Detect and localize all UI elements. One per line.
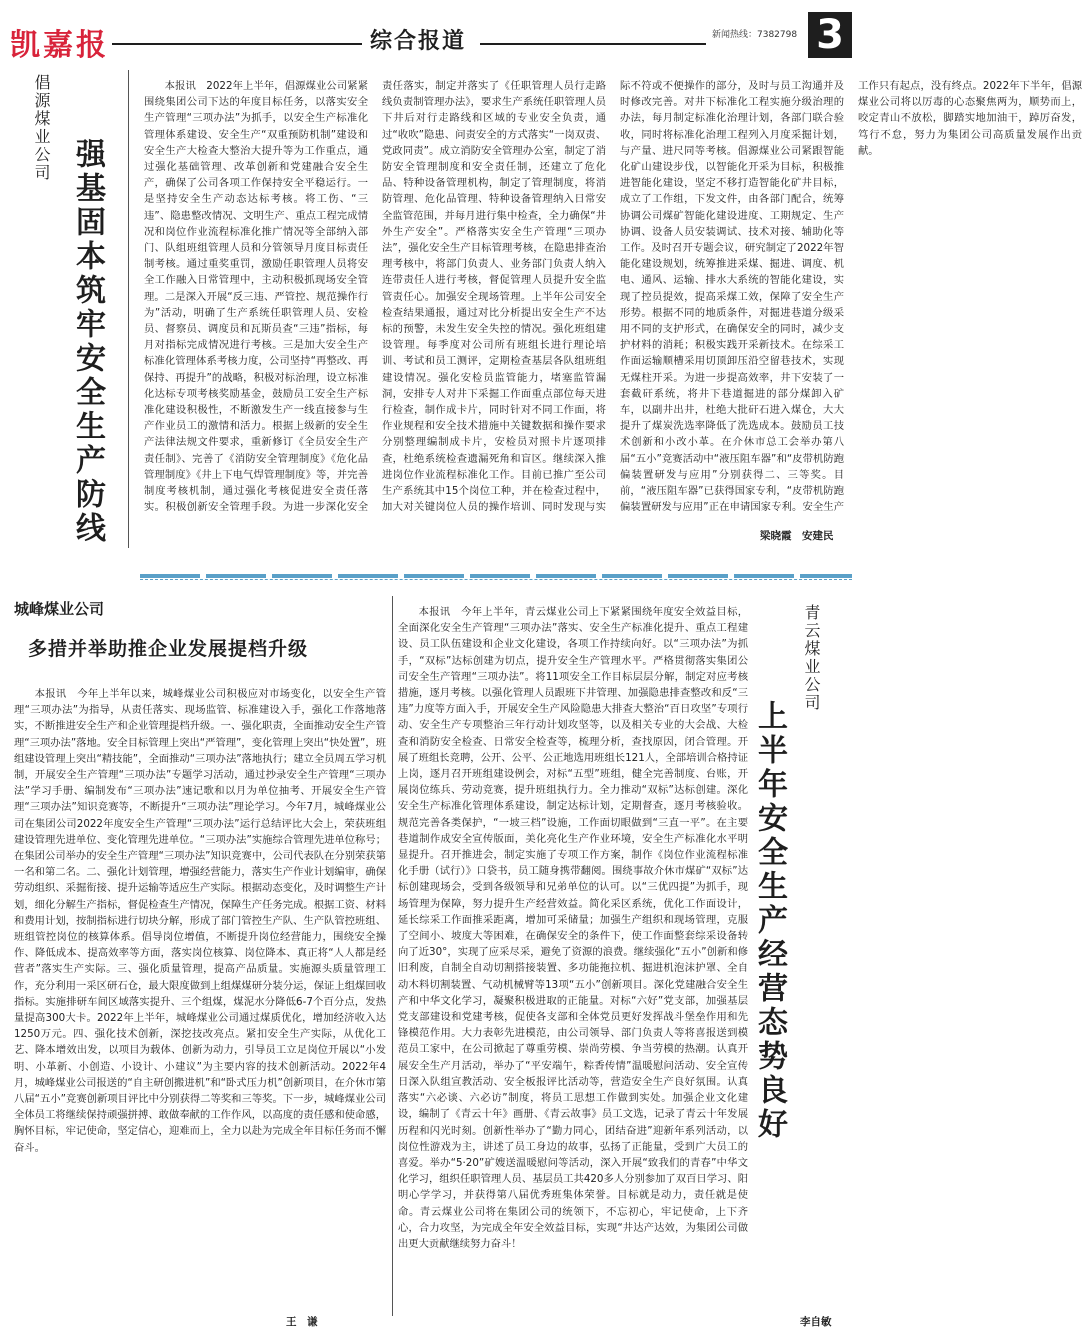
masthead-rule-right xyxy=(480,43,706,45)
section-title: 综合报道 xyxy=(370,29,467,54)
article1-paragraph: 本报讯 2022年上半年，倡源煤业公司紧紧围绕集团公司下达的年度目标任务，以落实安全生产管理“三项办法”为抓手，以安全生产标准化管理体系建设、安全生产“双重预防机制”建设和安全生产大检查大整治大提升等为工作重点，通过强化基础管理、改革创新和党建融合安全生产，确保了公司各项工作保持安全平稳运行。一是坚持安全生产动态达标考核。将工伤、“三违”、隐患整改情况、文明生产、重点工程完成情况和岗位作业流程标准化推广情况等全部纳入部门、队组班组管理人员和分管领导月度目标责任制考核。通过重奖重罚，激励任职管理人员将安全工作融入日常管理中，主动积极抓现场安全管理。二是深入开展“反三违、严管控、规范操作行为”活动，明确了生产系统任职管理人员、安检员、督察员、调度员和瓦斯员查“三违”指标，每月对指标完成情况进行考核。三是加大安全生产标准化管理体系考核力度，公司坚持“再整改、再保持、再提升”的战略，积极对标治理，设立标准化达标专项考核奖励基金，鼓励员工安全生产标准化建设积极性，不断激发生产一线直接参与生产作业员工的激情和活力。根据上级新的安全生产法律法规文件要求，重新修订《全员安全生产责任制》、完善了《消防安全管理制度》《危化品管理制度》《井上下电气焊管理制度》等，并完善制度考核机制，通过强化考核促进安全责任落实。积极创新安全管理手段。为进一步深化安全责任落实，制定并落实了《任职管理人员行走路线负责制管理办法》，要求生产系统任职管理人员下井后对行走路线和区域的专业安全负责，通过“收吹”隐患、问责安全的方式落实“一岗双责、党政同责”。成立消防安全管理办公室，制定了消防安全管理制度和安全责任制，还建立了危化品、特种设备管理机构，制定了管理制度，将消防管理、危化品管理、特种设备管理纳入日常安全监管范围，并每月进行集中检查，全力确保“井外生产安全”。严格落实安全生产管理“三项办法”，强化安全生产目标管理考核，在隐患排查治理考核中，将部门负责人、业务部门负责人纳入连带责任人进行考核，督促管理人员提升安全监管责任心。加强安全现场管理。上半年公司安全检查结果通报，通过对比分析提出安全生产不达标的预警，未发生安全失控的情况。强化班组建设管理。每季度对公司所有班组长进行理论培训、考试和员工测评，定期检查基层各队组班组建设情况。强化安检员监管能力，堵塞监管漏洞，安排专人对井下采掘工作面重点部位每天进行检查，制作成卡片，同时针对不同工作面，将作业规程和安全技术措施中关键数据和操作要求分别整理编制成卡片，安检员对照卡片逐项排查，杜绝系统检查遗漏死角和盲区。继续深入推进岗位作业流程标准化工作。目前已推广至公司生产系统其中15个岗位工种，并在检查过程中，加大对关键岗位人员的操作培训、同时发现与实际不符或不便操作的部分，及时与员工沟通并及时修改完善。对井下标准化工程实施分级治理的办法，每月制定标准化治理计划，各部门联合验收，同时将标准化治理工程列入月度采掘计划，与产量、进尺同等考核。倡源煤业公司紧跟智能化矿山建设步伐，以智能化开采为目标，积极推进智能化建设，坚定不移打造智能化矿井目标，成立了工作组，下发文件，由各部门配合，统筹协调公司煤矿智能化建设进度、工期规定、生产协调、设备人员安装调试、技术对接、辅助化等工作。及时召开专题会议，研究制定了2022年智能化建设规划，统筹推进采煤、掘进、调度、机电、通风、运输、排水大系统的智能化建设，实现了控员提效，提高采煤工效，保障了安全生产形势。根据不同的地质条件，对掘进巷道分级采用不同的支护形式，在确保安全的同时，减少支护材料的消耗；积极实践开采新技术。在综采工作面运输顺槽采用切顶卸压沿空留巷技术，实现无煤柱开采。为进一步提高效率，井下安装了一套截矸系统，将井下巷道掘进的部分煤卸入矿车，以副井出井，杜绝大批矸石进入煤仓，大大提升了煤炭洗选率降低了洗选成本。鼓励员工技术创新和小改小革。在介休市总工会举办第八届“五小”竞赛活动中“液压阻车器”和“皮带机防跑偏装置研发与应用”分别获得二、三等奖。目前，“液压阻车器”已获得国家专利，“皮带机防跑偏装置研发与应用”正在申请国家专利。安全生产工作只有起点，没有终点。2022年下半年，倡源煤业公司将以厉毒的心态聚焦两为，顺势而上，咬定青山不放松，脚踏实地加油干，踔厉奋发，笃行不怠，努力为集团公司高质量发展作出贡献。 xyxy=(144,80,1082,514)
masthead xyxy=(0,0,860,62)
article3-byline: 李自敏 xyxy=(800,1316,832,1328)
article2-byline: 王 谦 xyxy=(286,1316,318,1328)
article1-headline: 强基固本筑牢安全生产防线 xyxy=(70,138,105,546)
article2-company: 城峰煤业公司 xyxy=(14,600,105,618)
section-divider-dashed xyxy=(140,579,852,581)
article2-headline: 多措并举助推企业发展提档升级 xyxy=(28,638,309,660)
article3-company: 青云煤业公司 xyxy=(802,604,821,712)
article3-headline: 上半年安全生产经营态势良好 xyxy=(752,700,787,1142)
article3-body xyxy=(398,604,748,1314)
article-separator xyxy=(392,596,393,1316)
news-hotline: 新闻热线：7382798 xyxy=(712,30,798,40)
article3-paragraph: 本报讯 今年上半年，青云煤业公司上下紧紧围绕年度安全效益目标，全面深化安全生产管理“三项办法”落实、安全生产标准化提升、重点工程建设、员工队伍建设和企业文化建设，各项工作持续向好。以“三项办法”为抓手，“双标”达标创建为切点，提升安全生产管理水平。严格贯彻落实集团公司安全生产管理“三项办法”。将11项安全工作目标层层分解，制定对应考核措施，逐月考核。以强化管理人员跟班下井管理、加强隐患排查整改和反“三违”力度等方面入手，开展安全生产风险隐患大排查大整治“百日攻坚”专项行动、安全生产专项整治三年行动计划攻坚等，以及相关专业的大会战、大检查和消防安全检查、日常安全检查等，梳理分析，查找原因，闭合管理。开展了班组长竞聘，公开、公平、公正地选用班组长121人，全部培训合格持证上岗，逐月召开班组建设例会，对标“五型”班组，健全完善制度、台账，开展岗位练兵、劳动竞赛，提升班组执行力。全力推动“双标”达标创建。深化安全生产标准化管理体系建设，制定达标计划，定期督查，逐月考核验收。规范完善各类保护，“一坡三档”设施，工作面切眼做到“三直一平”。在主要巷道制作成安全宣传版面，美化亮化生产作业环境，安全生产标准化水平明显提升。召开推进会，制定实施了专项工作方案，制作《岗位作业流程标准化手册（试行）》口袋书，员工随身携带翻阅。围绕事故介休市煤矿“双标”达标创建现场会，受到各级领导和兄弟单位的认可。以“三优四提”为抓手，现场管理为保障，努力提升生产经营效益。简化采区系统，优化工作面设计，延长综采工作面推采距离，增加可采储量；加强生产组织和现场管理，克服了空间小、坡度大等困难，在确保安全的条件下，使工作面整套综采设备转向了近30°，实现了应采尽采，避免了资源的浪费。继续强化“五小”创新和修旧利废，自制全自动切割搭接装置、多功能拖拉机、掘进机泡沫护罩、全自动木料切割装置、气动机械臂等13项“五小”创新项目。深化党建融合安全生产和中华文化学习，凝聚积极进取的正能量。对标“六好”党支部，加强基层党支部建设和党建考核，促使各支部和全体党员更好发挥战斗堡垒作用和先锋模范作用。大力表彰先进模范，由公司领导、部门负责人等将喜报送到模范员工家中，在公司掀起了尊重劳模、崇尚劳模、争当劳模的热潮。认真开展安全生产月活动，举办了“平安端午，粽香传情”温暖慰问活动、安全宣传日深入队组宣教活动、安全板报评比活动等，营造安全生产良好氛围。认真落实“六必谈、六必访”制度，将员工思想工作做到实处。加强企业文化建设，编制了《青云十年》画册、《青云故事》员工文选，记录了青云十年发展历程和闪光时刻。创新性举办了“勤力同心，团结奋进”迎新年系列活动，以岗位性游戏为主，讲述了员工身边的故事，弘扬了正能量，受到广大员工的喜爱。举办“5·20”矿嫂送温暖慰问等活动，深入开展“致我们的青春”中华文化学习，组织任职管理人员、基层员工共420多人分别参加了双百日学习、阳明心学学习，并获得第八届优秀班集体荣誉。目标就是动力，责任就是使命。青云煤业公司将在集团公司的统领下，不忘初心，牢记使命，上下齐心，合力攻坚，为完成全年安全效益目标，实现“井达产达效，为集团公司做出更大贡献继续努力奋斗！ xyxy=(398,606,748,1250)
article1-byline: 梁晓霞 安建民 xyxy=(760,530,834,542)
page-number: 3 xyxy=(808,12,852,58)
article1-rule xyxy=(128,70,129,548)
article2-paragraph: 本报讯 今年上半年以来，城峰煤业公司积极应对市场变化，以安全生产管理“三项办法”为指导，从责任落实、现场监管、标准建设入手，强化工作落地落实，不断推进安全生产和企业管理提档升级。一、强化职责，全面推动安全生产管理“三项办法”落地。安全目标管理上突出“严管理”，变化管理上突出“快处置”，班组建设管理上突出“精技能”，全面推动“三项办法”落地执行；建立全员周五学习机制，开展安全生产管理“三项办法”专题学习活动，通过抄录安全生产管理“三项办法”学习手册、编制发布“三项办法”速记歌和以月为单位抽考、开展安全生产管理“三项办法”知识竞赛等，不断提升“三项办法”理论学习。今年7月，城峰煤业公司在集团公司2022年度安全生产管理“三项办法”运行总结评比大会上，荣获班组建设管理先进单位、变化管理先进单位。“三项办法”实施综合管理先进单位称号；在集团公司举办的安全生产管理“三项办法”知识竞赛中，公司代表队在分别荣获第一名和第二名。二、强化计划管理，增强经营能力，落实生产作业计划编审，确保劳动组织、采掘衔接、提升运输等适应生产实际。根据动态变化，及时调整生产计划，细化分解生产指标，督促检查生产情况，保障生产任务完成。根据工资、材料和费用计划，按制指标进行切块分解，形成了部门管控生产队、生产队管控班组、班组管控岗位的核算体系。倡导岗位增值，不断提升岗位经营能力，围绕安全操作、降低成本、提高效率等方面，落实岗位核算、岗位降本、真正将“人人都是经营者”落实生产实际。三、强化质量管理，提高产品质量。实施源头质量管理工作，充分利用一采区研石仓，最大限度做到上组煤煤研分装分运，保证上组煤回收指标。实施排研车间区域落实提升、三个组煤，煤泥水分降低6-7个百分点，发热量提高300大卡。2022年上半年，城峰煤业公司通过煤质优化，增加经济收入达1250万元。四、强化技术创新，深挖技改亮点。紧扣安全生产实际，从优化工艺、降本增效出发，以项目为载体、创新为动力，引导员工立足岗位开展以“小发明、小革新、小创造、小设计、小建议”为主要内容的技术创新活动。2022年4月，城峰煤业公司报送的“自主研创搬进机”和“卧式压力机”创新项目，在介休市第八届“五小”竞赛创新项目评比中分别获得二等奖和三等奖。下一步，城峰煤业公司全体员工将继续保持顽强拼搏、敢做奉献的工作作风，以高度的责任感和使命感，胸怀目标，牢记使命，坚定信心，迎难而上，全力以赴为完成全年目标任务而不懈奋斗。 xyxy=(14,688,386,1154)
masthead-rule-left xyxy=(112,43,362,45)
article1-company: 倡源煤业公司 xyxy=(32,74,51,182)
article2-body xyxy=(14,686,386,1311)
article1-body xyxy=(144,78,1082,526)
newspaper-logo: 凯嘉报 xyxy=(10,28,109,63)
section-divider xyxy=(140,574,852,578)
